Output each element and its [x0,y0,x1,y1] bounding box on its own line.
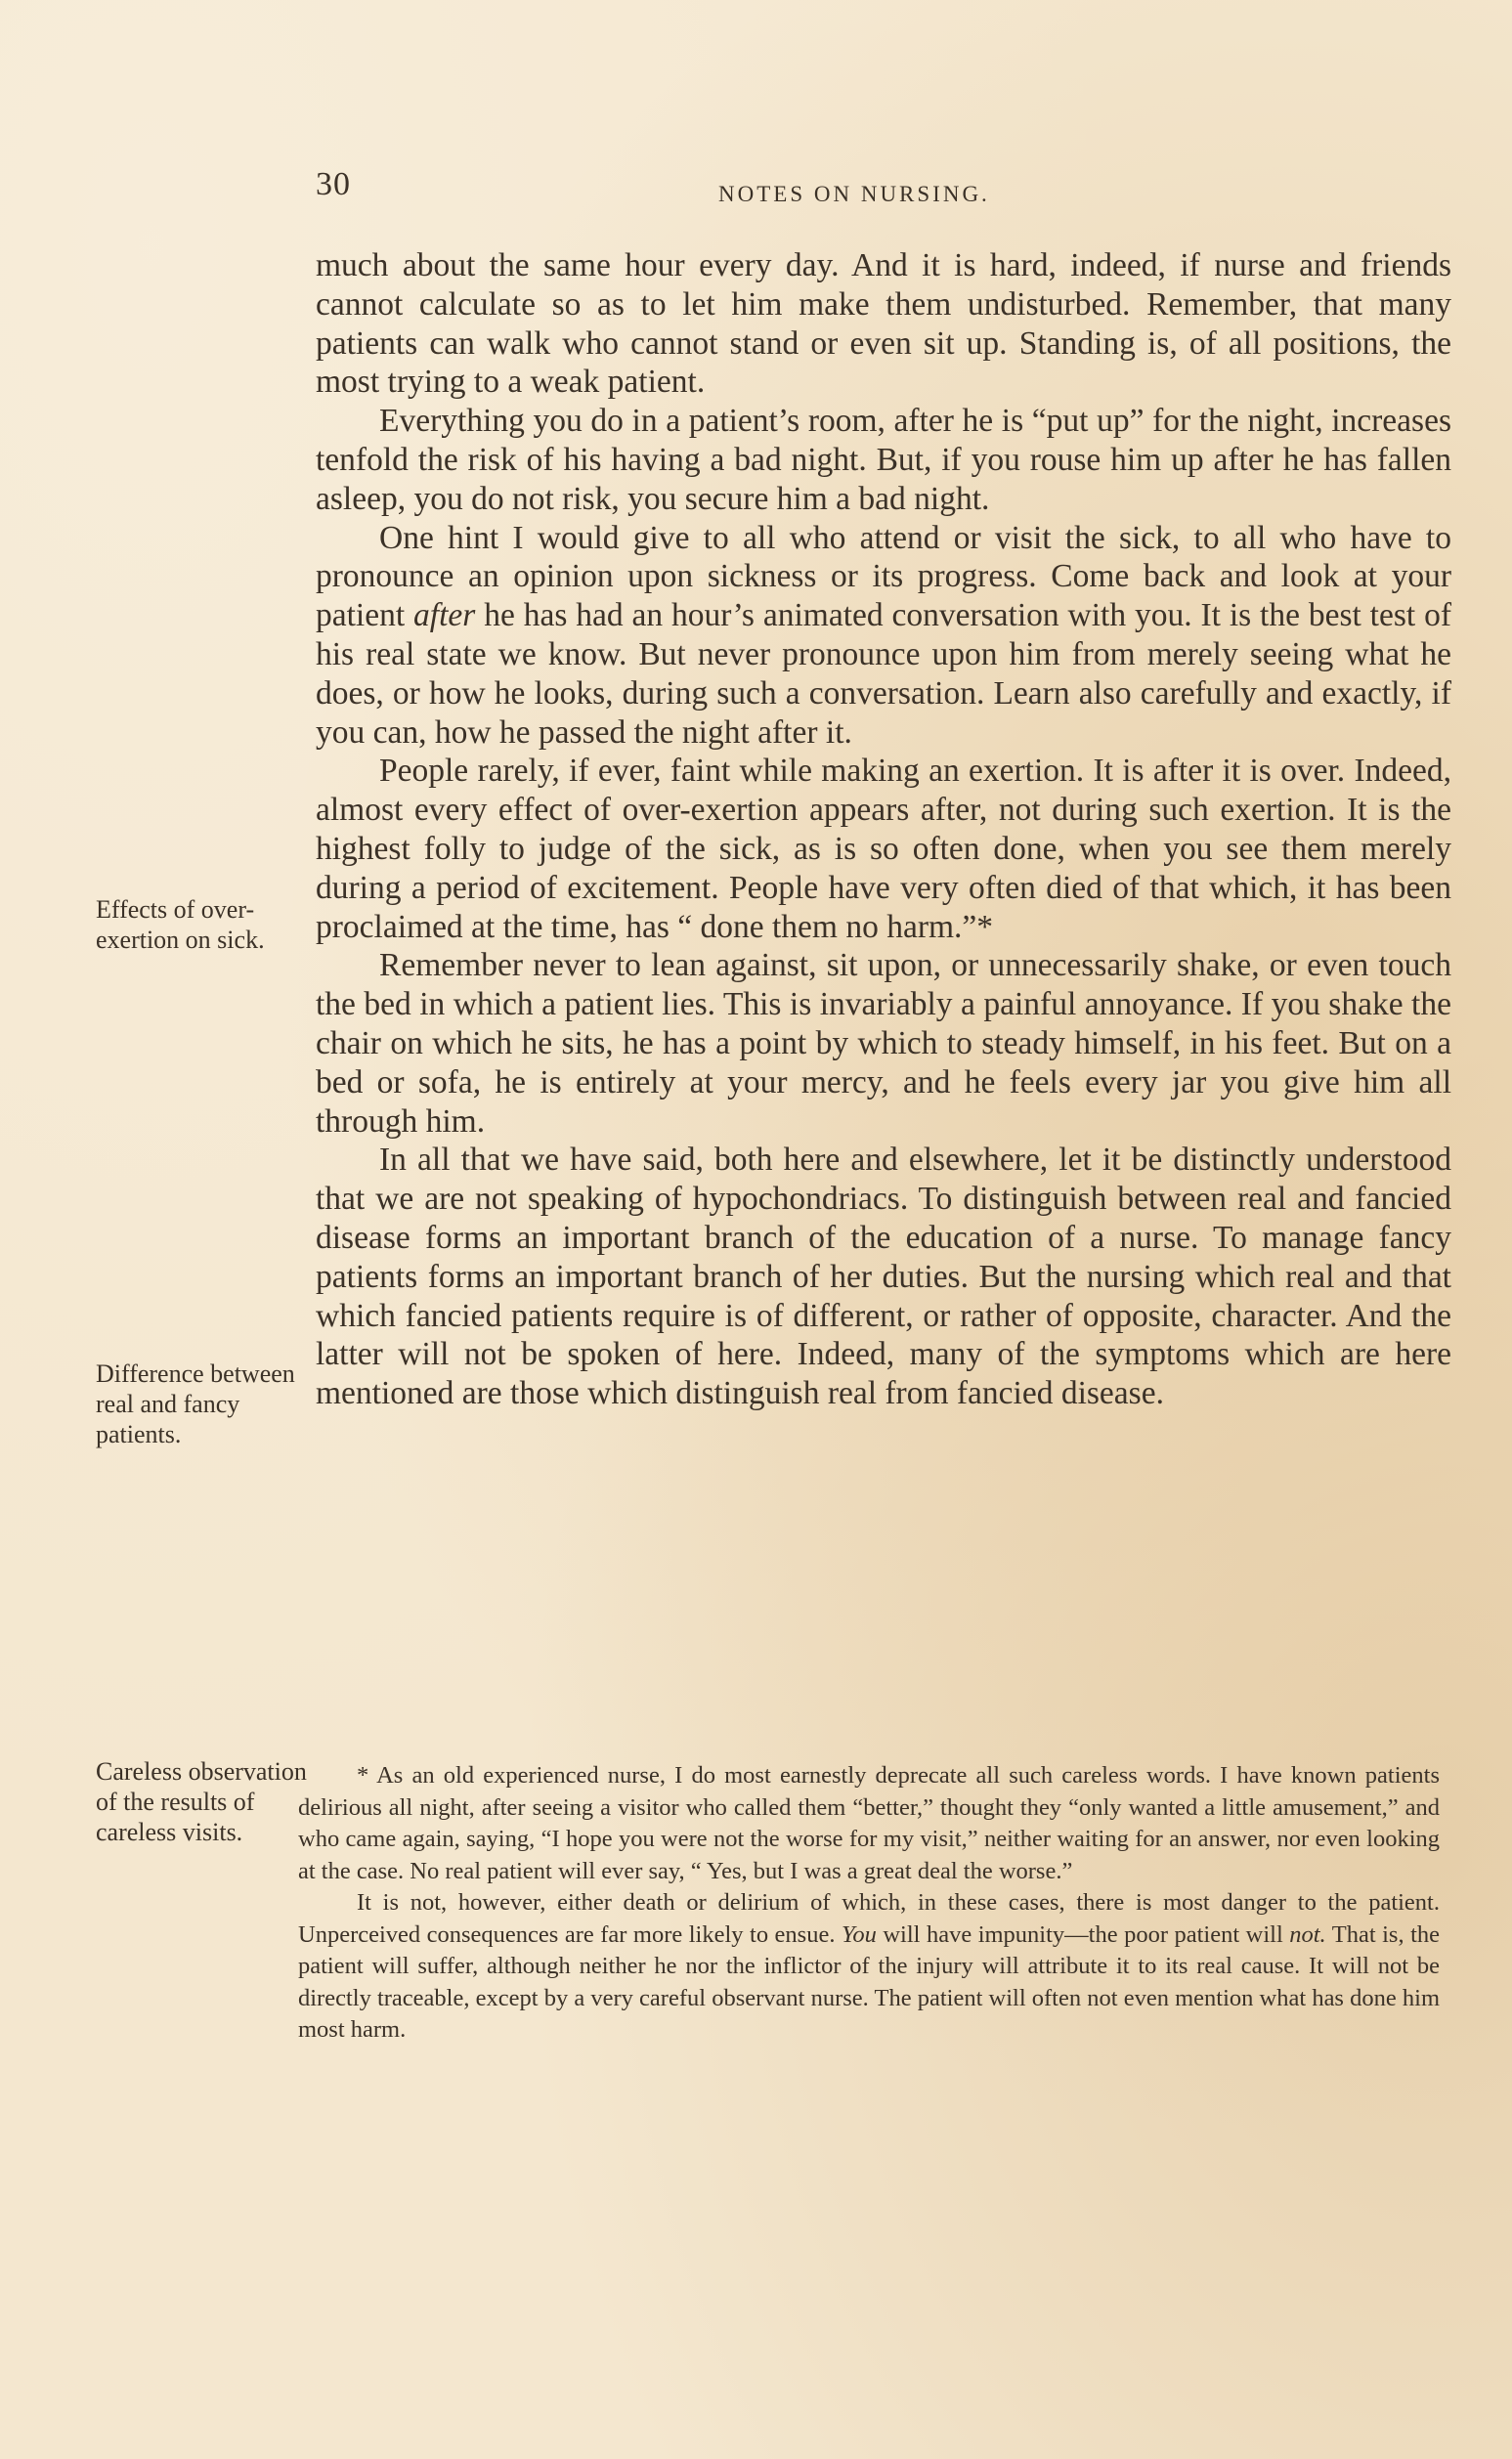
sidenote-real-fancy: Difference between real and fancy patients. [96,1359,295,1448]
footnote-text: That is, the patient will suffer, although neither he nor the inflictor of the injury will attribute it to its real cause. It will not be directly traceable, except by a very careful observant nurse. The patient will often not even mention what has done him most harm. [298,1920,1441,2043]
emphasis-text: not. [1289,1920,1326,1948]
page-number: 30 [316,166,351,202]
paragraph-over-exertion: People rarely, if ever, faint while making an exertion. It is after it is over. Indeed, almost every effect of over-exertion appears after, not during such exertion. It is the highest folly to judge of the sick, as is so often done, when you see them merely during a period of excitement. People have very often died of that which, it has been proclaimed at the time, has “ done them no harm.”* [316,753,1451,945]
emphasis-text: You [841,1920,877,1948]
sidenote-careless-visits: Careless observation of the results of careless visits. [96,1757,307,1846]
footnotes [298,1760,1440,2047]
running-head: NOTES ON NURSING. [718,182,990,206]
paragraph-hypochondriacs: In all that we have said, both here and elsewhere, let it be distinctly understood that we are not speaking of hypochondriacs. To distinguish between real and fancied disease forms an important branch of the education of a nurse. To manage fancy patients forms an important branch of her duties. But the nursing which real and that which fancied patients require is of different, or rather of opposite, character. And the latter will not be spoken of here. Indeed, many of the symptoms which are here mentioned are those which distinguish real from fancied disease. [316,1142,1451,1412]
paragraph-shake-bed: Remember never to lean against, sit upon, or unnecessarily shake, or even touch the bed in which a patient lies. This is invariably a painful annoyance. If you shake the chair on which he sits, he has a point by which to steady himself, in his feet. But on a bed or sofa, he is entirely at your mercy, and he feels every jar you give him all through him. [316,947,1451,1140]
footnote-careless-words: * As an old experienced nurse, I do most earnestly deprecate all such careless words. I have known patients delirious all night, after seeing a visitor who called them “better,” thought they “only wanted a little amusement,” and who came again, saying, “I hope you were not the worse for my visit,” neither waiting for an answer, nor even looking at the case. No real patient will ever say, “ Yes, but I was a great deal the worse.” [298,1762,1440,1884]
footnote-text: It is not, however, either death or delirium of which, in these cases, there is most danger to the patient. Unperceived consequences are far more likely to ensue. [298,1889,1440,1948]
paragraph-put-up-for-night: Everything you do in a patient’s room, after he is “put up” for the night, increases tenfold the risk of his having a bad night. But, if you rouse him up after he has fallen asleep, you do not risk, you secure him a bad night. [316,403,1451,517]
footnote-unperceived-consequences [298,1887,1440,2047]
paragraph-text: he has had an hour’s animated conversation with you. It is the best test of his real state we know. But never pronounce upon him from merely seeing what he does, or how he looks, during such a conversation. Learn also carefully and exactly, if you can, how he passed the night after it. [316,597,1451,751]
sidenote-over-exertion: Effects of over-exertion on sick. [96,895,265,954]
emphasis-text: after [413,597,476,634]
paragraph-animated-conversation [316,519,1451,753]
page-header [316,166,1054,215]
paragraph-continuation: much about the same hour every day. And it is hard, indeed, if nurse and friends cannot calculate so as to let him make them undisturbed. Remember, that many patients can walk who cannot stand or even sit up. Standing is, of all positions, the most trying to a weak patient. [316,247,1451,401]
main-text [316,246,1451,1413]
footnote-text: will have impunity—the poor patient will [876,1920,1290,1948]
paragraph-text: One hint I would give to all who attend or visit the sick, to all who have to pronounce an opinion upon sickness or its progress. Come back and look at your patient [316,519,1451,634]
